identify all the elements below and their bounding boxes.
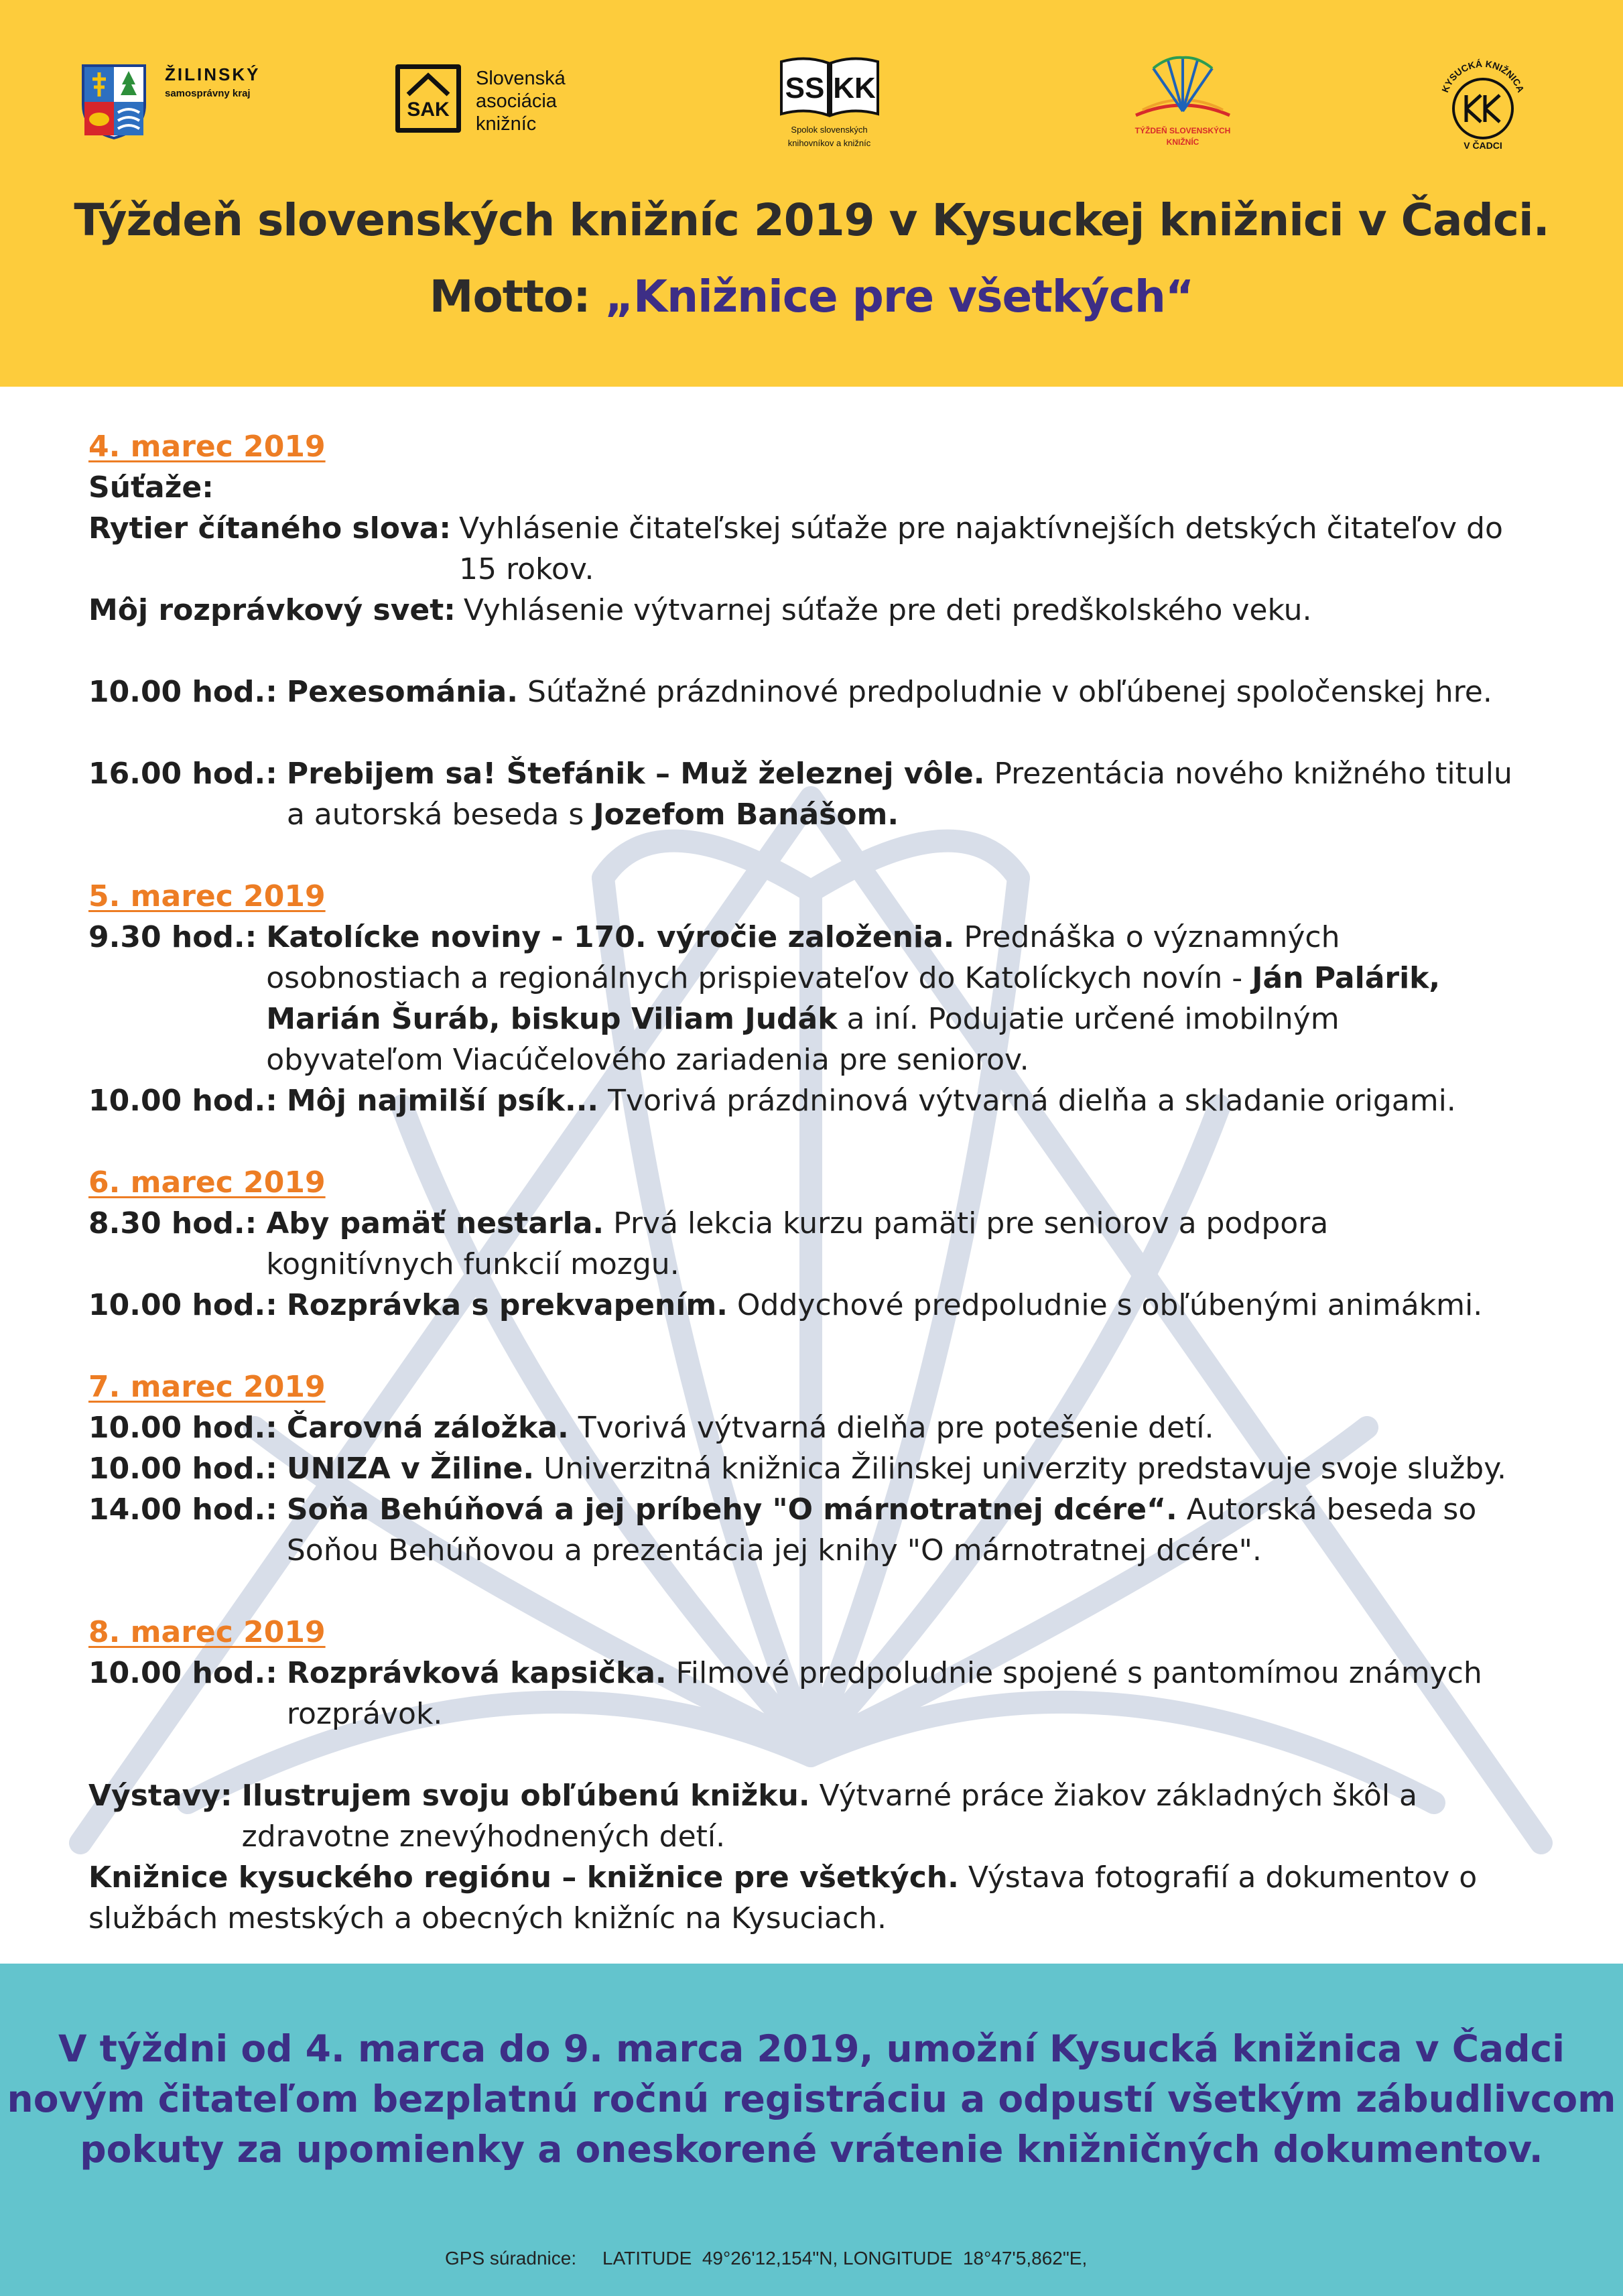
item-title: UNIZA v Žiline. [286, 1452, 535, 1486]
item-text: Filmové predpoludnie spojené s pantomímou známych rozprávok. [286, 1656, 1482, 1731]
item-text: Prvá lekcia kurzu pamäti pre seniorov a podpora kognitívnych funkcií mozgu. [266, 1206, 1329, 1281]
exhibitions-label: Výstavy: [88, 1779, 233, 1813]
sak-box-icon [395, 64, 461, 133]
day-heading: Súťaže: [88, 470, 214, 505]
item-time: 14.00 hod.: [88, 1492, 277, 1527]
program-item [88, 1285, 1563, 1326]
program-item [88, 1653, 1563, 1734]
item-title: Čarovná záložka. [286, 1411, 569, 1445]
sak-line3: knižníc [476, 113, 537, 135]
footer-line2: novým čitateľom bezplatnú ročnú registráciu a odpustí všetkým zábudlivcom [7, 2078, 1616, 2120]
exhibition-title: Knižnice kysuckého regiónu – knižnice pre všetkých. [88, 1860, 959, 1895]
item-text: Vyhlásenie čitateľskej súťaže pre najaktívnejších detských čitateľov do 15 rokov. [458, 511, 1503, 586]
footer-line3: pokuty za upomienky a oneskorené vrátenie knižničných dokumentov. [80, 2128, 1543, 2171]
coat-of-arms-icon [80, 63, 147, 140]
item-text: Autorská beseda so Soňou Behúňovou a prezentácia jej knihy "O márnotratnej dcére". [286, 1492, 1477, 1568]
gps-coordinates [445, 2248, 1087, 2269]
footer-banner [0, 1964, 1623, 2296]
item-time: 10.00 hod.: [88, 1452, 277, 1486]
sak-line2: asociácia [476, 90, 557, 112]
item-title: Rozprávka s prekvapením. [286, 1288, 728, 1322]
sskk-logo [771, 55, 888, 155]
program-item [88, 1203, 1563, 1285]
tsk-logo [1126, 55, 1240, 155]
program-item [88, 590, 1563, 631]
item-label: Rytier čítaného slova: [88, 511, 451, 546]
kk-seal-icon [1433, 54, 1533, 154]
exhibition-text: Výtvarné práce žiakov základných škôl a zdravotne znevýhodnených detí. [241, 1779, 1417, 1854]
tsk-caption1: TÝŽDEŇ SLOVENSKÝCH [1134, 126, 1231, 135]
header-banner [0, 0, 1623, 387]
item-text: Oddychové predpoludnie s obľúbenými animákmi. [736, 1288, 1483, 1322]
footer-line1: V týždni od 4. marca do 9. marca 2019, umožní Kysucká knižnica v Čadci [58, 2027, 1565, 2070]
item-time: 10.00 hod.: [88, 1084, 277, 1118]
sak-logo [395, 64, 616, 145]
tsk-caption2: KNIŽNÍC [1166, 137, 1199, 147]
gps-label: GPS súradnice: [445, 2248, 577, 2269]
item-persons: Ján Palárik, Marián Šuráb, biskup Viliam Judák [266, 961, 1441, 1036]
exhibition-title: Ilustrujem svoju obľúbenú knižku. [241, 1779, 810, 1813]
program-item [88, 1448, 1563, 1489]
item-time: 10.00 hod.: [88, 1656, 277, 1690]
kk-bottom-text: V ČADCI [1464, 140, 1502, 151]
program-item [88, 1489, 1563, 1571]
open-book-icon [776, 55, 883, 122]
book-fan-icon [1129, 55, 1236, 125]
exhibition-item [88, 1775, 1563, 1857]
sak-line1: Slovenská [476, 68, 566, 89]
item-time: 16.00 hod.: [88, 757, 277, 791]
item-text-2: a iní. Podujatie určené imobilným obyvateľom Viacúčelového zariadenia pre seniorov. [266, 1002, 1340, 1077]
day-date: 8. marec 2019 [88, 1615, 326, 1649]
item-text: Univerzitná knižnica Žilinskej univerzity predstavuje svoje služby. [543, 1452, 1506, 1486]
sskk-caption2: knihovníkov a knižníc [787, 138, 871, 148]
item-title: Môj najmilší psík... [286, 1084, 599, 1118]
sskk-caption1: Spolok slovenských [791, 125, 868, 135]
item-title: Katolícke noviny - 170. výročie založenia. [266, 920, 955, 954]
item-title: Aby pamäť nestarla. [266, 1206, 604, 1240]
program-item [88, 672, 1563, 712]
zsk-line1: ŽILINSKÝ [165, 64, 261, 84]
page-motto [0, 271, 1623, 322]
item-text: Súťažné prázdninové predpoludnie v obľúbenej spoločenskej hre. [527, 675, 1492, 709]
sak-box-text: SAK [407, 99, 450, 121]
motto-text: „Knižnice pre všetkých“ [604, 271, 1194, 322]
item-person: Jozefom Banášom. [593, 798, 899, 832]
program-item [88, 508, 1563, 590]
item-text: Tvorivá výtvarná dielňa pre potešenie detí. [578, 1411, 1214, 1445]
gps-value: LATITUDE 49°26'12,154"N, LONGITUDE 18°47'5,862"E, [602, 2248, 1088, 2269]
program-content [88, 426, 1563, 1939]
item-time: 8.30 hod.: [88, 1206, 257, 1240]
zsk-line2: samosprávny kraj [165, 88, 251, 99]
item-time: 10.00 hod.: [88, 1288, 277, 1322]
item-text: Prezentácia nového knižného titulu a autorská beseda s [286, 757, 1512, 832]
item-label: Môj rozprávkový svet: [88, 593, 456, 627]
day-date: 6. marec 2019 [88, 1165, 326, 1200]
item-time: 9.30 hod.: [88, 920, 257, 954]
kk-top-text: KYSUCKÁ KNIŽNICA [1439, 58, 1527, 94]
item-time: 10.00 hod.: [88, 1411, 277, 1445]
zilinsky-kraj-logo [80, 63, 302, 143]
item-time: 10.00 hod.: [88, 675, 277, 709]
sskk-mark-right: KK [832, 72, 876, 105]
page-title: Týždeň slovenských knižníc 2019 v Kysuckej knižnici v Čadci. [74, 194, 1549, 246]
item-title: Rozprávková kapsička. [286, 1656, 667, 1690]
day-date: 7. marec 2019 [88, 1370, 326, 1404]
kysucka-kniznica-logo [1433, 54, 1533, 154]
day-date: 5. marec 2019 [88, 879, 326, 913]
item-text: Tvorivá prázdninová výtvarná dielňa a skladanie origami. [608, 1084, 1456, 1118]
item-title: Prebijem sa! Štefánik – Muž železnej vôle. [286, 757, 985, 791]
item-title: Soňa Behúňová a jej príbehy "O márnotratnej dcére“. [286, 1492, 1177, 1527]
program-item [88, 1407, 1563, 1448]
footer-message [0, 2024, 1623, 2175]
day-date: 4. marec 2019 [88, 430, 326, 464]
item-text: Vyhlásenie výtvarnej súťaže pre deti predškolského veku. [463, 593, 1312, 627]
exhibition-item [88, 1857, 1496, 1939]
program-item [88, 753, 1563, 835]
exhibition-text: Výstava fotografií a dokumentov o službách mestských a obecných knižníc na Kysuciach. [88, 1860, 1478, 1935]
program-item [88, 917, 1563, 1080]
item-text: Prednáška o významných osobnostiach a regionálnych prispievateľov do Katolíckych novín - [266, 920, 1340, 995]
program-item [88, 1080, 1563, 1121]
item-title: Pexesománia. [286, 675, 518, 709]
motto-label: Motto: [429, 271, 590, 322]
sskk-mark-left: SS [785, 72, 824, 105]
